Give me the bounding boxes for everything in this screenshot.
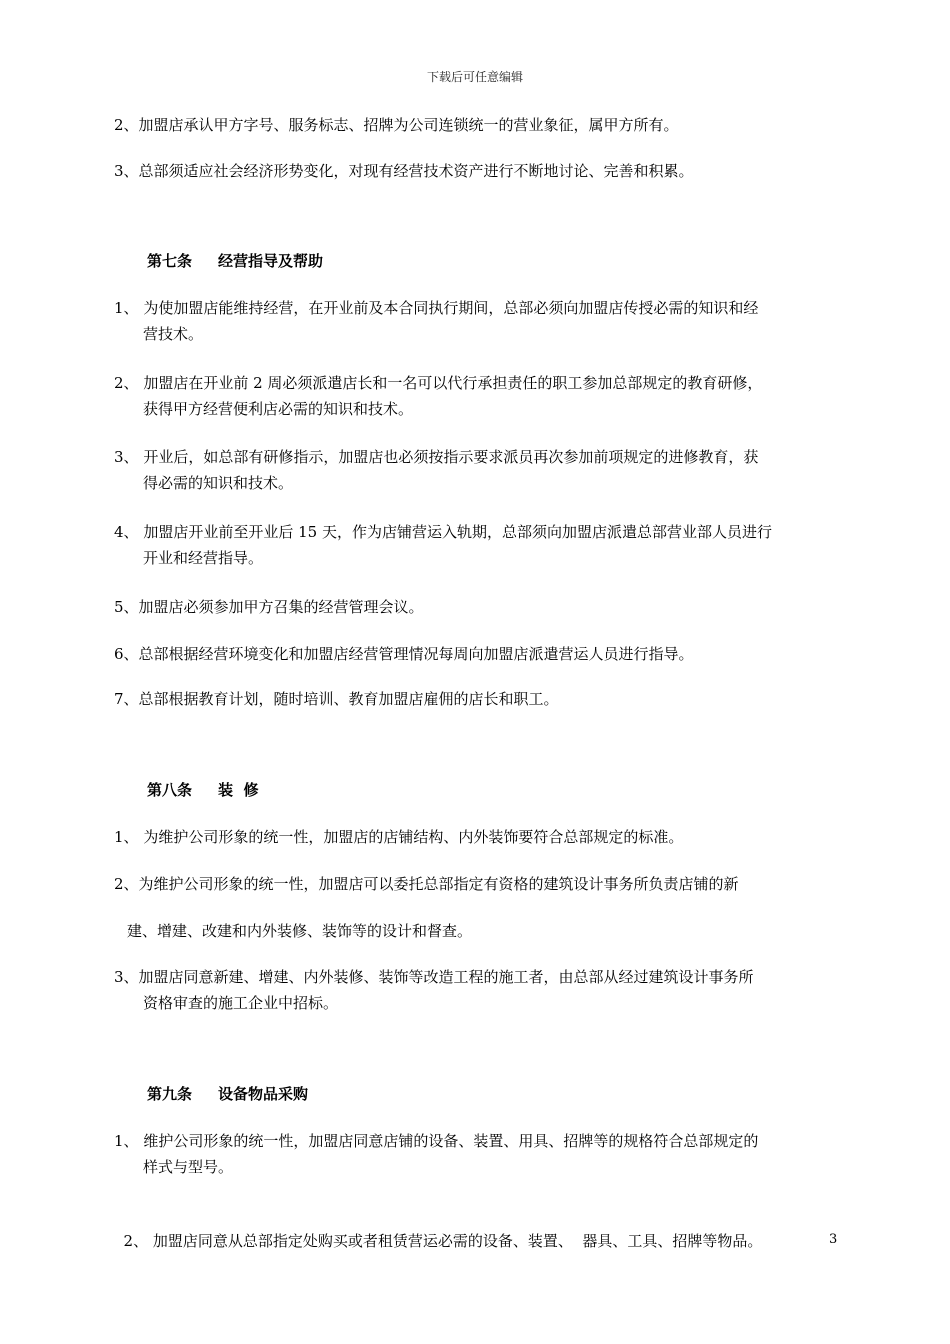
item-text-continued: 得必需的知识和技术。: [143, 474, 294, 492]
item-text: 加盟店同意从总部指定处购买或者租赁营运必需的设备、装置、 器具、工具、招牌等物品。: [152, 1232, 763, 1250]
item-number: 2、: [114, 374, 139, 392]
clause-item: [114, 519, 844, 571]
section-label: 第九条: [147, 1085, 193, 1103]
page-number: 3: [829, 1232, 838, 1247]
item-number: 3、: [114, 162, 139, 180]
item-number: 3、: [114, 968, 139, 986]
item-text: 总部根据教育计划，随时培训、教育加盟店雇佣的店长和职工。: [138, 690, 559, 708]
item-text-continued: 营技术。: [143, 325, 204, 343]
item-number: 1、: [114, 828, 139, 846]
item-text: 加盟店必须参加甲方召集的经营管理会议。: [138, 598, 424, 616]
item-text: 加盟店在开业前 2 周必须派遣店长和一名可以代行承担责任的职工参加总部规定的教育研修，: [143, 374, 763, 392]
item-number: 3、: [114, 448, 139, 466]
clause-item: [114, 295, 844, 347]
item-text: 开业后，如总部有研修指示，加盟店也必须按指示要求派员再次参加前项规定的进修教育，获: [143, 448, 759, 466]
clause-item: [114, 112, 844, 138]
section-label: 第八条: [147, 781, 193, 799]
item-number: 1、: [114, 1132, 139, 1150]
item-number: 1、: [114, 299, 139, 317]
item-text: 加盟店同意新建、增建、内外装修、装饰等改造工程的施工者，由总部从经过建筑设计事务所: [138, 968, 754, 986]
item-text-continued: 开业和经营指导。: [143, 549, 264, 567]
clause-item: [114, 158, 844, 184]
clause-item: [114, 824, 844, 850]
item-number: 2、: [114, 875, 139, 893]
clause-item: [114, 370, 844, 422]
section-heading: [147, 250, 323, 271]
clause-item: [114, 871, 844, 897]
item-text: 为维护公司形象的统一性，加盟店可以委托总部指定有资格的建筑设计事务所负责店铺的新: [138, 875, 739, 893]
clause-item: [114, 444, 844, 496]
item-number: 2、: [123, 1232, 149, 1250]
item-number: 7、: [114, 690, 139, 708]
clause-item: [114, 1202, 844, 1254]
section-title: 设备物品采购: [218, 1085, 309, 1103]
item-number: 4、: [114, 523, 139, 541]
section-title: 经营指导及帮助: [218, 252, 324, 270]
clause-item: [114, 686, 844, 712]
item-number: 2、: [114, 116, 139, 134]
page-header: 下载后可任意编辑: [426, 70, 523, 84]
clause-item: [114, 964, 844, 1016]
clause-item: [114, 594, 844, 620]
item-text: 为维护公司形象的统一性，加盟店的店铺结构、内外装饰要符合总部规定的标准。: [143, 828, 684, 846]
clause-item: [114, 641, 844, 667]
item-text-continued: 资格审查的施工企业中招标。: [143, 994, 339, 1012]
section-heading: [147, 1083, 308, 1104]
clause-item-continued: [127, 918, 857, 944]
item-text: 总部须适应社会经济形势变化，对现有经营技术资产进行不断地讨论、完善和积累。: [138, 162, 694, 180]
item-text: 加盟店承认甲方字号、服务标志、招牌为公司连锁统一的营业象征，属甲方所有。: [138, 116, 679, 134]
section-title: 装 修: [218, 781, 259, 799]
clause-item: [114, 1128, 844, 1180]
item-number: 5、: [114, 598, 139, 616]
item-text: 总部根据经营环境变化和加盟店经营管理情况每周向加盟店派遣营运人员进行指导。: [138, 645, 694, 663]
item-text-continued: 获得甲方经营便利店必需的知识和技术。: [143, 400, 414, 418]
item-text: 维护公司形象的统一性，加盟店同意店铺的设备、装置、用具、招牌等的规格符合总部规定的: [143, 1132, 759, 1150]
item-text: 为使加盟店能维持经营，在开业前及本合同执行期间，总部必须向加盟店传授必需的知识和经: [143, 299, 759, 317]
item-text: 加盟店开业前至开业后 15 天，作为店铺营运入轨期，总部须向加盟店派遣总部营业部人员进行: [143, 523, 772, 541]
section-heading: [147, 779, 258, 800]
item-text-continued: 建、增建、改建和内外装修、装饰等的设计和督查。: [127, 922, 473, 940]
item-number: 6、: [114, 645, 139, 663]
item-text-continued: 样式与型号。: [143, 1158, 234, 1176]
section-label: 第七条: [147, 252, 193, 270]
